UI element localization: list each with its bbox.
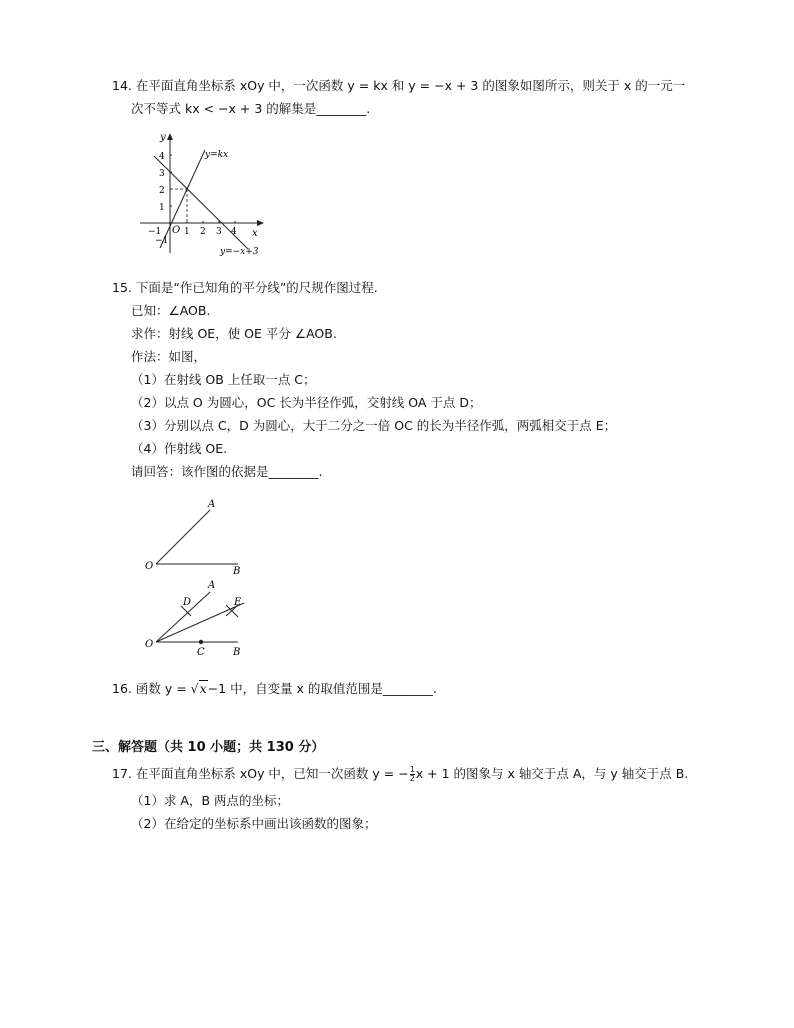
q16-radicand: x	[199, 681, 207, 696]
q15-given: 已知：∠AOB.	[131, 303, 211, 318]
q17-part1: （1）求 A，B 两点的坐标；	[131, 793, 290, 808]
section-title: 三、解答题（共 10 小题；共 130 分）	[92, 740, 325, 755]
y-tick: −1	[155, 236, 169, 246]
y-tick: 3	[159, 169, 165, 179]
q15-step3: （3）分别以点 C，D 为圆心，大于二分之一倍 OC 的长为半径作弧，两弧相交于点 E；	[131, 418, 617, 433]
q15-step1: （1）在射线 OB 上任取一点 C；	[131, 372, 316, 387]
y-axis-label: y	[160, 132, 166, 143]
q15-step4: （4）作射线 OE.	[131, 441, 228, 456]
line-kx	[160, 150, 205, 248]
q15-find: 求作：射线 OE，使 OE 平分 ∠AOB.	[131, 326, 337, 341]
x-tick: 1	[184, 227, 190, 237]
q15-figure	[140, 492, 260, 662]
fig1-label-A: A	[208, 499, 216, 510]
x-tick: −1	[148, 227, 162, 237]
q16-prefix: 16. 函数 y =	[112, 681, 191, 696]
fig1-label-O: O	[145, 561, 154, 572]
q17-line	[112, 764, 688, 783]
q15-ask: 请回答：该作图的依据是________.	[131, 464, 323, 479]
q16-suffix: −1 中，自变量 x 的取值范围是________.	[207, 681, 437, 696]
q14-line1: 14. 在平面直角坐标系 xOy 中，一次函数 y = kx 和 y = −x + 3 的图象如图所示，则关于 x 的一元一	[112, 78, 686, 93]
fig2-label-A: A	[208, 580, 216, 591]
fig2-label-D: D	[183, 597, 192, 608]
q14-figure	[140, 128, 270, 260]
q14-line2: 次不等式 kx < −x + 3 的解集是________.	[131, 101, 371, 116]
q17-part2: （2）在给定的坐标系中画出该函数的图象；	[131, 816, 377, 831]
y-tick: 1	[159, 203, 165, 213]
fig2-label-C: C	[197, 647, 205, 658]
q15-method: 作法：如图，	[131, 349, 207, 364]
fig2-label-E: E	[234, 597, 242, 608]
x-tick: 3	[216, 227, 222, 237]
label-neg-x-plus-3: y=−x+3	[220, 247, 259, 257]
fig2-label-O: O	[145, 639, 154, 650]
fig1-label-B: B	[233, 566, 241, 577]
y-tick: 2	[159, 186, 165, 196]
q16-line: 16. 函数 y = √x−1 中，自变量 x 的取值范围是________.	[112, 681, 437, 696]
origin-label: O	[172, 225, 181, 236]
x-axis-label: x	[252, 228, 258, 239]
q15-step2: （2）以点 O 为圆心，OC 长为半径作弧，交射线 OA 于点 D；	[131, 395, 482, 410]
fig2-label-B: B	[233, 647, 241, 658]
x-tick: 4	[231, 227, 237, 237]
q17-fraction: $\frac{1}{2}$	[409, 765, 415, 783]
q15-title: 15. 下面是“作已知角的平分线”的尺规作图过程.	[112, 280, 378, 295]
q17-suffix: x + 1 的图象与 x 轴交于点 A，与 y 轴交于点 B.	[415, 766, 689, 781]
label-kx: y=kx	[205, 150, 229, 160]
q17-prefix: 17. 在平面直角坐标系 xOy 中，已知一次函数 y = −	[112, 766, 409, 781]
y-tick: 4	[159, 152, 165, 162]
x-tick: 2	[200, 227, 206, 237]
